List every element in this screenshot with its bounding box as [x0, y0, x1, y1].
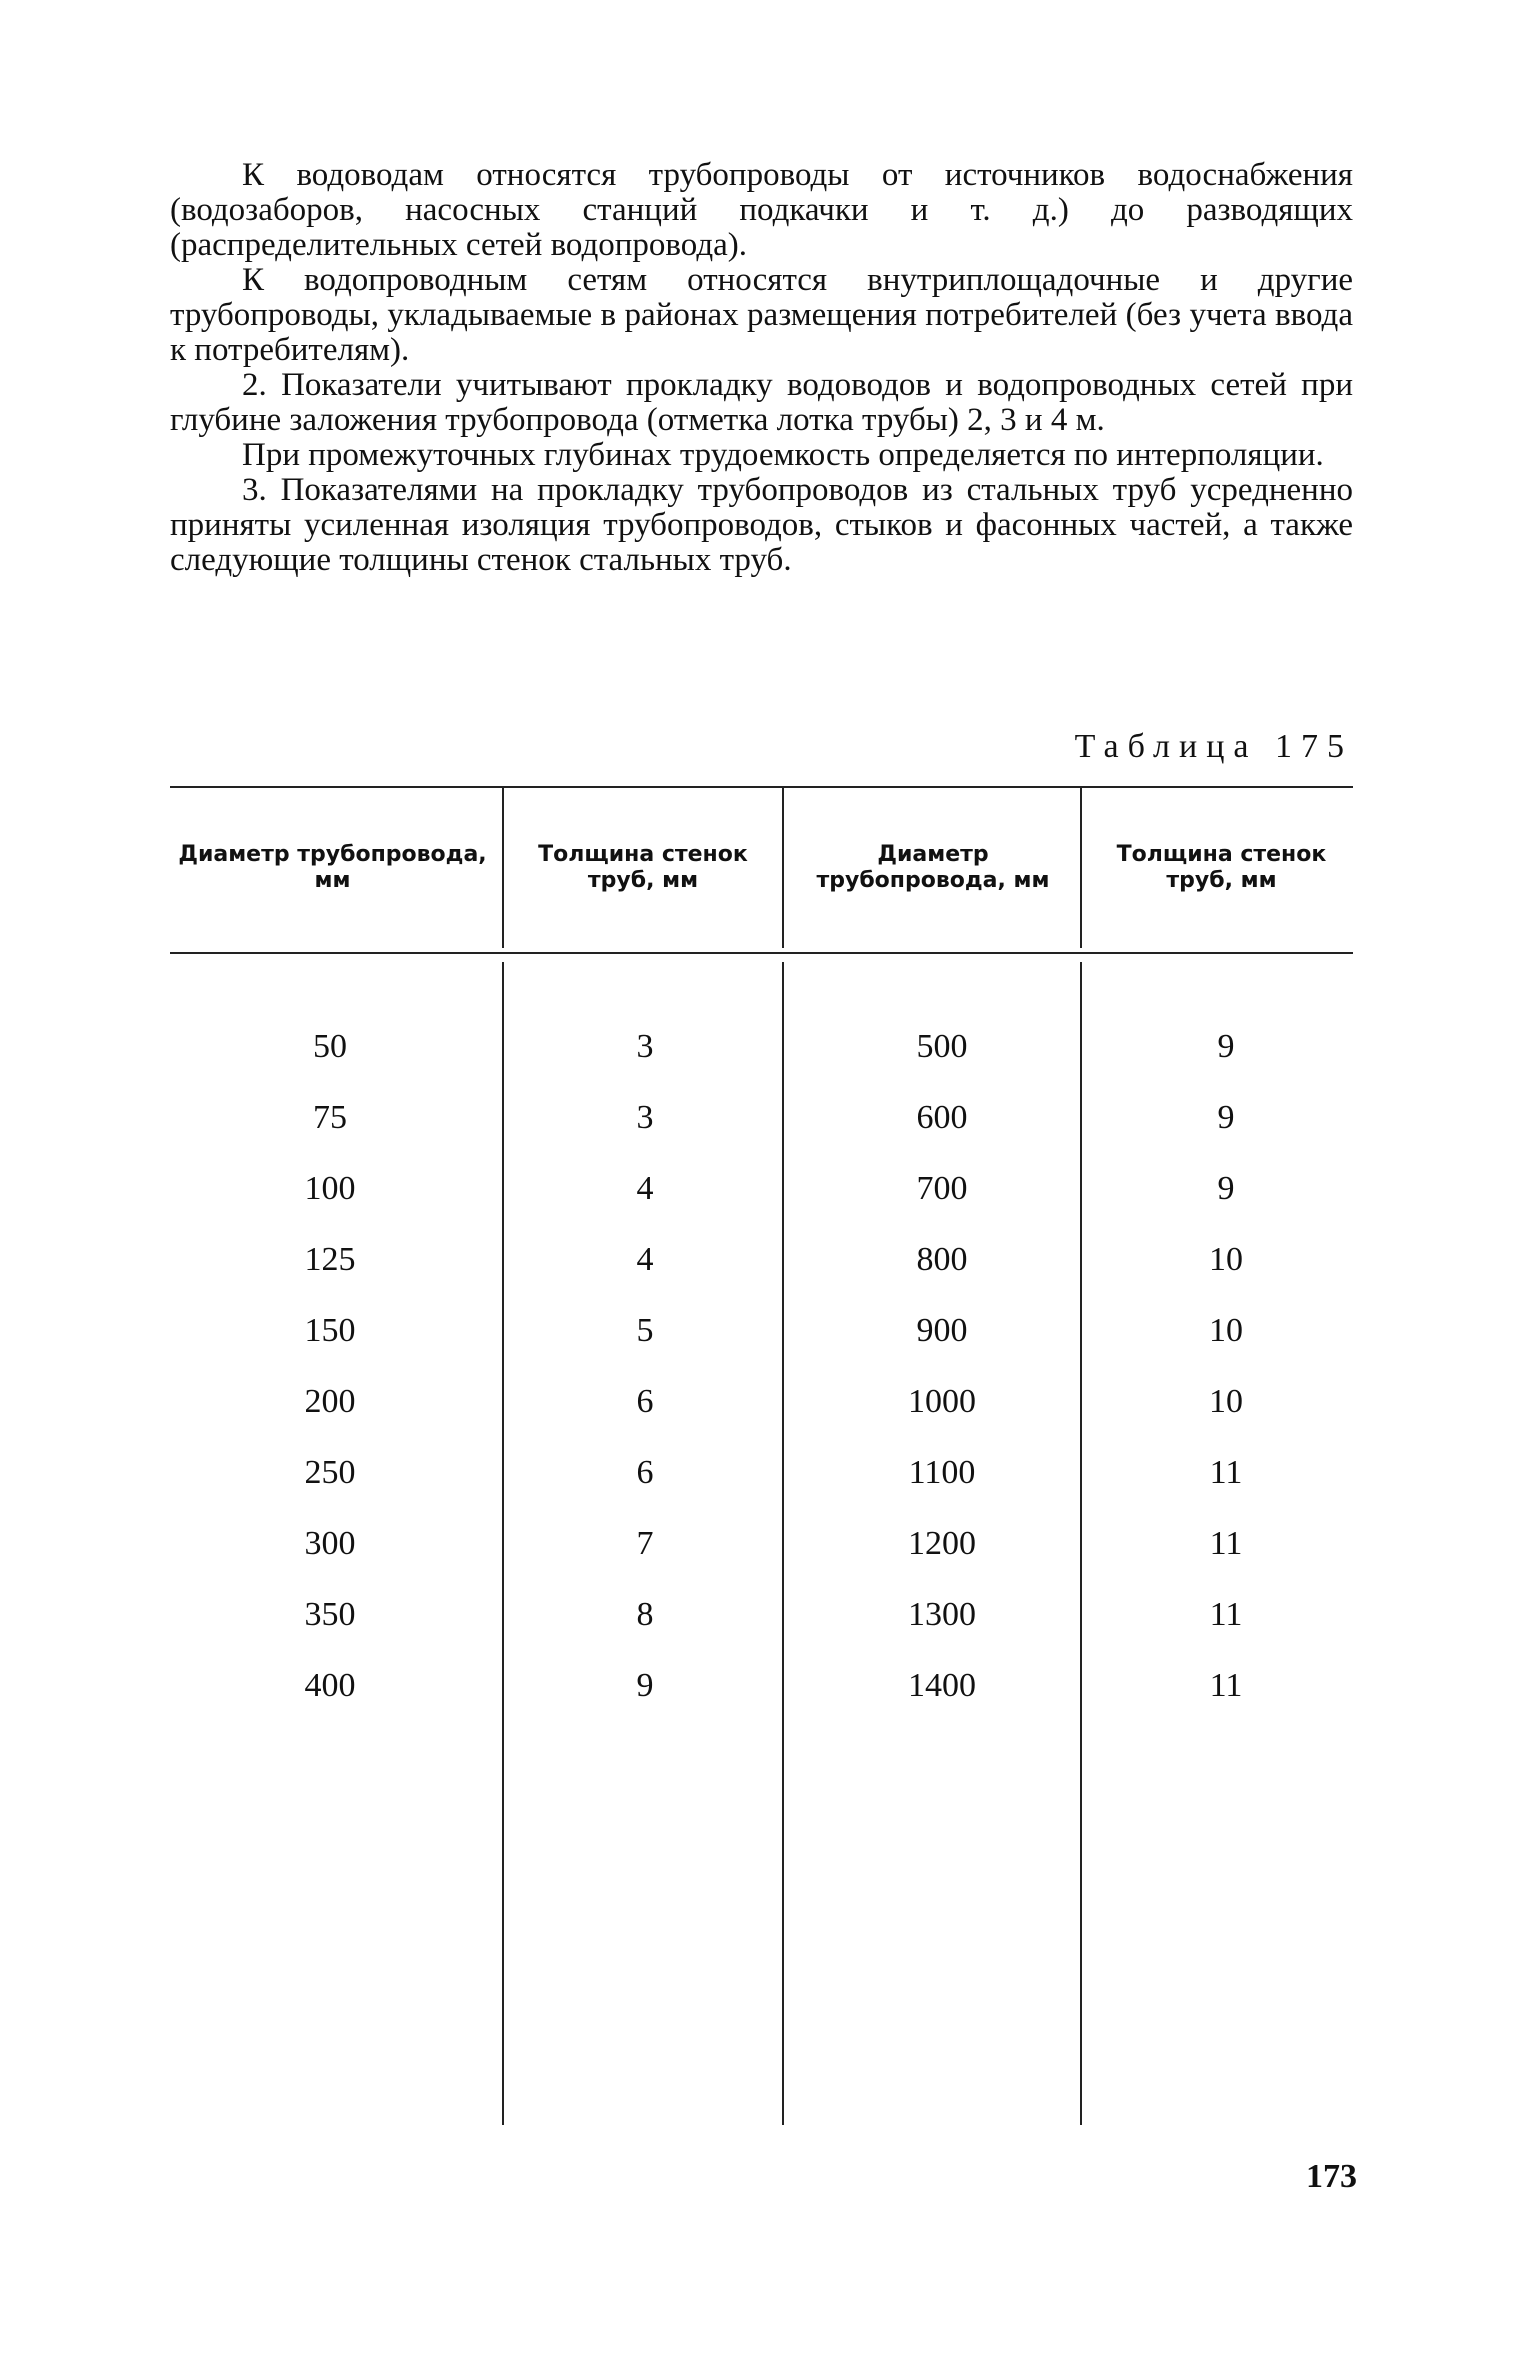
column-divider-3: [1080, 788, 1082, 948]
table-cell: 1000: [908, 1383, 976, 1420]
paragraph-water-networks: К водопроводным сетям относятся внутриплощадочные и другие трубопроводы, укладываемые в районах размещения потребителей (без учета ввода к потребителям).: [170, 262, 1353, 368]
table-cell: 4: [636, 1170, 654, 1207]
table-cell: 9: [1217, 1028, 1235, 1065]
table-cell: 3: [636, 1099, 654, 1136]
column-divider-2-body: [782, 962, 784, 2125]
table-cell: 900: [916, 1312, 968, 1349]
table-cell: 1400: [908, 1667, 976, 1704]
table-top-rule: [170, 786, 1353, 788]
table-cell: 150: [304, 1312, 356, 1349]
table-cell: 100: [304, 1170, 356, 1207]
paragraph-depth-note: 2. Показатели учитывают прокладку водоводов и водопроводных сетей при глубине заложения трубопровода (отметка лотка трубы) 2, 3 и 4 м.: [170, 367, 1353, 438]
table-cell: 10: [1209, 1383, 1243, 1420]
column-pipe-diameter-2: [872, 1022, 1012, 1732]
table-cell: 75: [313, 1099, 347, 1136]
table-cell: 1200: [908, 1525, 976, 1562]
table-cell: 300: [304, 1525, 356, 1562]
page-number: 173: [1306, 2158, 1357, 2195]
table-cell: 400: [304, 1667, 356, 1704]
column-wall-thickness-1: [585, 1022, 705, 1732]
table-cell: 11: [1209, 1667, 1243, 1704]
table-cell: 7: [636, 1525, 654, 1562]
table-cell: 3: [636, 1028, 654, 1065]
table-cell: 50: [313, 1028, 347, 1065]
column-pipe-diameter-1: [270, 1022, 390, 1732]
table-cell: 1300: [908, 1596, 976, 1633]
table-header-rule: [170, 952, 1353, 954]
table-cell: 6: [636, 1454, 654, 1491]
table-cell: 125: [304, 1241, 356, 1278]
table-cell: 200: [304, 1383, 356, 1420]
paragraph-steel-pipes: 3. Показателями на прокладку трубопроводов из стальных труб усредненно приняты усиленная изоляция трубопроводов, стыков и фасонных частей, а также следующие толщины стенок стальных труб.: [170, 472, 1353, 578]
table-cell: 9: [1217, 1099, 1235, 1136]
table-cell: 700: [916, 1170, 968, 1207]
column-divider-1-body: [502, 962, 504, 2125]
table-cell: 9: [1217, 1170, 1235, 1207]
table-cell: 11: [1209, 1454, 1243, 1491]
table-cell: 4: [636, 1241, 654, 1278]
header-wall-thickness-1: Толщина стенок труб, мм: [538, 842, 748, 893]
header-wall-thickness-2: Толщина стенок труб, мм: [1116, 842, 1327, 893]
table-cell: 1100: [908, 1454, 976, 1491]
table-cell: 800: [916, 1241, 968, 1278]
header-pipe-diameter-2: Диаметр трубопровода, мм: [816, 842, 1050, 893]
paragraph-water-conduits: К водоводам относятся трубопроводы от источников водоснабжения (водозаборов, насосных станций подкачки и т. д.) до разводящих (распределительных сетей водопровода).: [170, 157, 1353, 263]
table-cell: 5: [636, 1312, 654, 1349]
table-cell: 10: [1209, 1312, 1243, 1349]
paragraph-interpolation: При промежуточных глубинах трудоемкость определяется по интерполяции.: [242, 437, 1324, 473]
table-label: Таблица 175: [1074, 728, 1353, 765]
body-text: [170, 158, 1353, 578]
table-cell: 6: [636, 1383, 654, 1420]
table-cell: 11: [1209, 1596, 1243, 1633]
table-cell: 8: [636, 1596, 654, 1633]
header-pipe-diameter-1: Диаметр трубопровода, мм: [178, 842, 487, 893]
column-divider-3-body: [1080, 962, 1082, 2125]
table-cell: 10: [1209, 1241, 1243, 1278]
table-cell: 350: [304, 1596, 356, 1633]
table-cell: 11: [1209, 1525, 1243, 1562]
column-divider-2: [782, 788, 784, 948]
table-cell: 600: [916, 1099, 968, 1136]
column-divider-1: [502, 788, 504, 948]
table-cell: 250: [304, 1454, 356, 1491]
table-cell: 9: [636, 1667, 654, 1704]
table-cell: 500: [916, 1028, 968, 1065]
column-wall-thickness-2: [1166, 1022, 1286, 1732]
